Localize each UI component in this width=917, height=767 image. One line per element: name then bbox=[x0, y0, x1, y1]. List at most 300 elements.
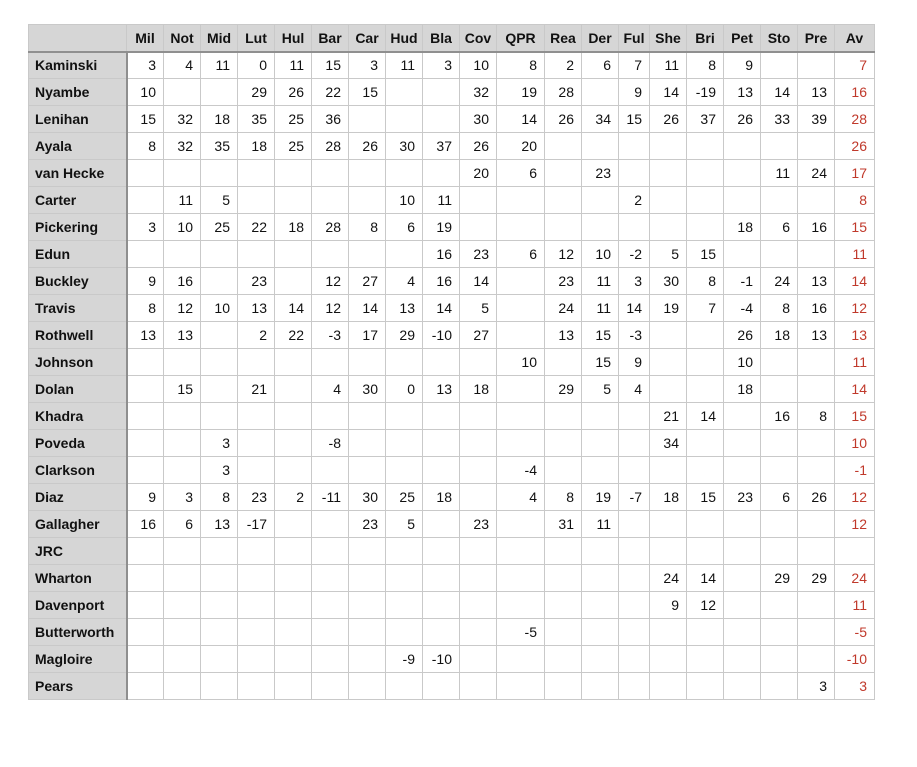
score-cell bbox=[687, 376, 724, 403]
score-cell bbox=[650, 349, 687, 376]
score-cell bbox=[582, 565, 619, 592]
score-cell: 6 bbox=[582, 52, 619, 79]
score-cell: 28 bbox=[545, 79, 582, 106]
row-label: Pickering bbox=[29, 214, 127, 241]
score-cell bbox=[619, 565, 650, 592]
score-cell: 13 bbox=[423, 376, 460, 403]
score-cell: 3 bbox=[127, 214, 164, 241]
score-cell: 7 bbox=[687, 295, 724, 322]
score-cell: 24 bbox=[545, 295, 582, 322]
average-cell: 16 bbox=[835, 79, 875, 106]
column-header-bla: Bla bbox=[423, 25, 460, 52]
score-cell: 13 bbox=[386, 295, 423, 322]
score-cell bbox=[164, 592, 201, 619]
score-cell: 9 bbox=[724, 52, 761, 79]
score-cell bbox=[349, 430, 386, 457]
table-row bbox=[29, 673, 875, 700]
score-cell bbox=[127, 646, 164, 673]
table-row bbox=[29, 565, 875, 592]
score-cell: 28 bbox=[312, 214, 349, 241]
score-cell bbox=[127, 187, 164, 214]
score-cell: 30 bbox=[650, 268, 687, 295]
score-cell bbox=[650, 673, 687, 700]
score-cell bbox=[798, 457, 835, 484]
score-cell: 29 bbox=[238, 79, 275, 106]
score-cell: 11 bbox=[386, 52, 423, 79]
score-cell bbox=[582, 214, 619, 241]
row-label: Davenport bbox=[29, 592, 127, 619]
score-cell: 30 bbox=[349, 484, 386, 511]
column-header-car: Car bbox=[349, 25, 386, 52]
score-cell bbox=[619, 673, 650, 700]
score-cell bbox=[687, 646, 724, 673]
score-cell bbox=[650, 457, 687, 484]
score-cell: 15 bbox=[127, 106, 164, 133]
score-cell: 13 bbox=[798, 79, 835, 106]
score-cell bbox=[238, 538, 275, 565]
column-header-hul: Hul bbox=[275, 25, 312, 52]
score-cell bbox=[275, 619, 312, 646]
score-cell: 12 bbox=[687, 592, 724, 619]
score-cell bbox=[275, 376, 312, 403]
score-cell bbox=[312, 457, 349, 484]
average-cell: 12 bbox=[835, 295, 875, 322]
score-cell bbox=[761, 52, 798, 79]
score-cell: 15 bbox=[582, 349, 619, 376]
score-cell bbox=[275, 538, 312, 565]
score-cell: 26 bbox=[545, 106, 582, 133]
table-row bbox=[29, 295, 875, 322]
score-cell: 2 bbox=[619, 187, 650, 214]
score-cell bbox=[460, 484, 497, 511]
score-cell bbox=[545, 403, 582, 430]
score-cell: 18 bbox=[460, 376, 497, 403]
score-cell bbox=[761, 241, 798, 268]
score-cell bbox=[761, 673, 798, 700]
score-cell bbox=[238, 646, 275, 673]
score-cell: 29 bbox=[761, 565, 798, 592]
score-cell: 21 bbox=[650, 403, 687, 430]
column-header-not: Not bbox=[164, 25, 201, 52]
score-cell bbox=[312, 511, 349, 538]
score-cell bbox=[312, 403, 349, 430]
score-cell bbox=[619, 457, 650, 484]
score-cell: 21 bbox=[238, 376, 275, 403]
score-cell bbox=[798, 538, 835, 565]
score-cell: 5 bbox=[582, 376, 619, 403]
score-cell: 4 bbox=[164, 52, 201, 79]
score-cell bbox=[127, 565, 164, 592]
column-header-she: She bbox=[650, 25, 687, 52]
average-cell: 10 bbox=[835, 430, 875, 457]
score-cell: 32 bbox=[460, 79, 497, 106]
score-cell bbox=[798, 133, 835, 160]
score-cell: 6 bbox=[386, 214, 423, 241]
column-header-qpr: QPR bbox=[497, 25, 545, 52]
score-cell: 15 bbox=[582, 322, 619, 349]
score-cell bbox=[798, 511, 835, 538]
table-row bbox=[29, 349, 875, 376]
score-cell bbox=[650, 214, 687, 241]
table-row bbox=[29, 619, 875, 646]
score-cell bbox=[349, 619, 386, 646]
score-cell bbox=[497, 322, 545, 349]
score-cell: 7 bbox=[619, 52, 650, 79]
score-cell bbox=[275, 673, 312, 700]
score-cell bbox=[460, 565, 497, 592]
score-cell bbox=[386, 160, 423, 187]
score-cell: 6 bbox=[497, 241, 545, 268]
score-cell bbox=[312, 349, 349, 376]
score-cell bbox=[460, 349, 497, 376]
score-cell bbox=[545, 538, 582, 565]
score-cell: 10 bbox=[127, 79, 164, 106]
score-cell bbox=[238, 403, 275, 430]
table-row bbox=[29, 511, 875, 538]
score-cell bbox=[497, 646, 545, 673]
spreadsheet bbox=[28, 24, 875, 700]
score-cell bbox=[423, 349, 460, 376]
score-cell bbox=[238, 430, 275, 457]
score-cell bbox=[724, 565, 761, 592]
score-cell: 10 bbox=[724, 349, 761, 376]
score-cell bbox=[349, 160, 386, 187]
score-cell bbox=[497, 268, 545, 295]
score-cell bbox=[349, 187, 386, 214]
average-cell bbox=[835, 538, 875, 565]
score-cell bbox=[545, 565, 582, 592]
score-cell bbox=[275, 187, 312, 214]
score-cell: 19 bbox=[582, 484, 619, 511]
score-cell: 25 bbox=[275, 133, 312, 160]
score-cell: 32 bbox=[164, 106, 201, 133]
row-label: Ayala bbox=[29, 133, 127, 160]
score-cell bbox=[164, 160, 201, 187]
average-cell: 14 bbox=[835, 268, 875, 295]
score-cell: 13 bbox=[798, 268, 835, 295]
score-cell bbox=[164, 646, 201, 673]
score-cell: 17 bbox=[349, 322, 386, 349]
score-cell bbox=[127, 673, 164, 700]
score-cell bbox=[545, 214, 582, 241]
score-cell: -4 bbox=[497, 457, 545, 484]
score-cell bbox=[724, 511, 761, 538]
score-cell bbox=[497, 403, 545, 430]
score-cell: 29 bbox=[798, 565, 835, 592]
row-label: Diaz bbox=[29, 484, 127, 511]
score-cell bbox=[724, 160, 761, 187]
score-cell bbox=[275, 349, 312, 376]
row-label: Khadra bbox=[29, 403, 127, 430]
score-cell bbox=[164, 457, 201, 484]
average-cell: 3 bbox=[835, 673, 875, 700]
score-cell bbox=[687, 214, 724, 241]
score-cell: 15 bbox=[312, 52, 349, 79]
score-cell bbox=[497, 187, 545, 214]
score-cell: 9 bbox=[127, 268, 164, 295]
score-cell bbox=[201, 241, 238, 268]
score-cell bbox=[201, 160, 238, 187]
score-cell bbox=[687, 430, 724, 457]
score-cell bbox=[386, 430, 423, 457]
score-cell bbox=[275, 511, 312, 538]
header-row bbox=[29, 25, 875, 52]
score-cell bbox=[386, 592, 423, 619]
score-cell: 3 bbox=[619, 268, 650, 295]
score-cell bbox=[238, 565, 275, 592]
score-cell bbox=[724, 538, 761, 565]
score-cell bbox=[497, 511, 545, 538]
score-cell bbox=[423, 565, 460, 592]
score-cell: 16 bbox=[164, 268, 201, 295]
score-cell: 35 bbox=[238, 106, 275, 133]
score-cell: 10 bbox=[386, 187, 423, 214]
table-row bbox=[29, 214, 875, 241]
average-cell: 26 bbox=[835, 133, 875, 160]
score-cell bbox=[127, 241, 164, 268]
score-cell: 8 bbox=[687, 52, 724, 79]
score-cell bbox=[798, 349, 835, 376]
score-cell: 34 bbox=[650, 430, 687, 457]
score-cell: 14 bbox=[497, 106, 545, 133]
score-cell: 23 bbox=[545, 268, 582, 295]
score-cell bbox=[127, 592, 164, 619]
score-cell bbox=[423, 619, 460, 646]
table-row bbox=[29, 322, 875, 349]
score-cell: 6 bbox=[761, 214, 798, 241]
score-cell bbox=[761, 376, 798, 403]
score-cell bbox=[386, 565, 423, 592]
score-cell bbox=[619, 538, 650, 565]
score-cell: 11 bbox=[650, 52, 687, 79]
score-cell bbox=[798, 187, 835, 214]
row-label: Lenihan bbox=[29, 106, 127, 133]
score-cell bbox=[127, 619, 164, 646]
column-header-bar: Bar bbox=[312, 25, 349, 52]
score-cell: -7 bbox=[619, 484, 650, 511]
score-cell: 22 bbox=[238, 214, 275, 241]
score-cell bbox=[164, 673, 201, 700]
score-cell bbox=[761, 133, 798, 160]
score-cell bbox=[312, 646, 349, 673]
score-cell: -19 bbox=[687, 79, 724, 106]
average-cell: 28 bbox=[835, 106, 875, 133]
score-cell: 3 bbox=[127, 52, 164, 79]
score-cell: 14 bbox=[687, 403, 724, 430]
score-cell bbox=[545, 457, 582, 484]
score-cell: 8 bbox=[798, 403, 835, 430]
row-label: Gallagher bbox=[29, 511, 127, 538]
row-label: Kaminski bbox=[29, 52, 127, 79]
score-cell: 18 bbox=[238, 133, 275, 160]
score-cell: 3 bbox=[798, 673, 835, 700]
score-cell: 32 bbox=[164, 133, 201, 160]
row-label: JRC bbox=[29, 538, 127, 565]
table-row bbox=[29, 106, 875, 133]
score-cell bbox=[761, 349, 798, 376]
score-cell: 20 bbox=[460, 160, 497, 187]
score-cell: -10 bbox=[423, 322, 460, 349]
score-cell bbox=[619, 160, 650, 187]
row-label: Rothwell bbox=[29, 322, 127, 349]
average-cell: 15 bbox=[835, 214, 875, 241]
score-cell: 15 bbox=[687, 241, 724, 268]
score-cell bbox=[724, 133, 761, 160]
score-cell bbox=[238, 160, 275, 187]
score-cell: 0 bbox=[386, 376, 423, 403]
score-cell: 10 bbox=[497, 349, 545, 376]
score-cell bbox=[127, 403, 164, 430]
corner-cell bbox=[29, 25, 127, 52]
column-header-sto: Sto bbox=[761, 25, 798, 52]
score-cell: 23 bbox=[460, 511, 497, 538]
score-cell: 37 bbox=[423, 133, 460, 160]
score-cell: 2 bbox=[545, 52, 582, 79]
column-header-ful: Ful bbox=[619, 25, 650, 52]
score-cell: 11 bbox=[761, 160, 798, 187]
table-row bbox=[29, 79, 875, 106]
table-row bbox=[29, 646, 875, 673]
score-cell bbox=[275, 160, 312, 187]
score-cell bbox=[650, 538, 687, 565]
score-cell bbox=[545, 187, 582, 214]
score-cell bbox=[423, 592, 460, 619]
table-row bbox=[29, 430, 875, 457]
score-cell bbox=[423, 160, 460, 187]
score-cell: 3 bbox=[349, 52, 386, 79]
column-header-cov: Cov bbox=[460, 25, 497, 52]
row-label: Dolan bbox=[29, 376, 127, 403]
score-cell: -3 bbox=[619, 322, 650, 349]
table-row bbox=[29, 187, 875, 214]
score-cell bbox=[349, 592, 386, 619]
score-cell bbox=[423, 79, 460, 106]
score-cell bbox=[238, 592, 275, 619]
score-cell: 35 bbox=[201, 133, 238, 160]
score-cell bbox=[386, 349, 423, 376]
score-cell bbox=[761, 511, 798, 538]
score-cell: 13 bbox=[724, 79, 761, 106]
score-cell bbox=[687, 457, 724, 484]
score-cell bbox=[164, 241, 201, 268]
score-cell bbox=[386, 457, 423, 484]
score-table bbox=[28, 24, 875, 700]
score-cell: 3 bbox=[201, 430, 238, 457]
table-row bbox=[29, 160, 875, 187]
score-cell: -11 bbox=[312, 484, 349, 511]
score-cell: 8 bbox=[761, 295, 798, 322]
score-cell: 18 bbox=[275, 214, 312, 241]
column-header-bri: Bri bbox=[687, 25, 724, 52]
score-cell: 10 bbox=[582, 241, 619, 268]
score-cell: 14 bbox=[460, 268, 497, 295]
score-cell bbox=[650, 322, 687, 349]
column-header-av: Av bbox=[835, 25, 875, 52]
score-cell bbox=[687, 673, 724, 700]
row-label: Magloire bbox=[29, 646, 127, 673]
score-cell: 26 bbox=[275, 79, 312, 106]
score-cell bbox=[460, 538, 497, 565]
score-cell bbox=[349, 565, 386, 592]
score-cell bbox=[619, 511, 650, 538]
score-cell bbox=[460, 619, 497, 646]
score-cell: 16 bbox=[127, 511, 164, 538]
score-cell bbox=[545, 673, 582, 700]
score-cell: 5 bbox=[201, 187, 238, 214]
score-cell bbox=[650, 160, 687, 187]
score-cell bbox=[798, 52, 835, 79]
score-cell bbox=[127, 538, 164, 565]
score-cell: -1 bbox=[724, 268, 761, 295]
score-cell bbox=[386, 538, 423, 565]
score-cell bbox=[460, 457, 497, 484]
score-cell: 26 bbox=[724, 106, 761, 133]
score-cell bbox=[619, 214, 650, 241]
score-cell bbox=[497, 376, 545, 403]
score-cell: 13 bbox=[238, 295, 275, 322]
average-cell: 13 bbox=[835, 322, 875, 349]
column-header-mil: Mil bbox=[127, 25, 164, 52]
score-cell bbox=[619, 619, 650, 646]
score-cell: 26 bbox=[349, 133, 386, 160]
score-cell bbox=[312, 619, 349, 646]
score-cell: 18 bbox=[724, 214, 761, 241]
score-cell: 0 bbox=[238, 52, 275, 79]
score-cell bbox=[650, 133, 687, 160]
score-cell: 12 bbox=[164, 295, 201, 322]
score-cell bbox=[275, 646, 312, 673]
score-cell: 30 bbox=[349, 376, 386, 403]
score-cell bbox=[761, 457, 798, 484]
score-cell bbox=[582, 592, 619, 619]
score-cell: 37 bbox=[687, 106, 724, 133]
score-cell bbox=[545, 133, 582, 160]
score-cell bbox=[349, 241, 386, 268]
score-cell bbox=[312, 538, 349, 565]
row-label: van Hecke bbox=[29, 160, 127, 187]
score-cell: 27 bbox=[460, 322, 497, 349]
score-cell bbox=[312, 160, 349, 187]
score-cell: 15 bbox=[349, 79, 386, 106]
score-cell bbox=[582, 457, 619, 484]
score-cell: 4 bbox=[497, 484, 545, 511]
score-cell: 31 bbox=[545, 511, 582, 538]
score-cell bbox=[386, 106, 423, 133]
score-cell bbox=[619, 430, 650, 457]
score-cell: 18 bbox=[761, 322, 798, 349]
score-cell bbox=[423, 403, 460, 430]
score-cell: 22 bbox=[275, 322, 312, 349]
score-cell bbox=[460, 187, 497, 214]
score-cell bbox=[275, 592, 312, 619]
score-cell bbox=[687, 349, 724, 376]
row-label: Johnson bbox=[29, 349, 127, 376]
score-cell bbox=[582, 673, 619, 700]
score-cell bbox=[127, 376, 164, 403]
score-cell: 16 bbox=[423, 241, 460, 268]
score-cell: 4 bbox=[312, 376, 349, 403]
column-header-der: Der bbox=[582, 25, 619, 52]
table-row bbox=[29, 403, 875, 430]
score-cell: 12 bbox=[312, 268, 349, 295]
score-cell: 24 bbox=[650, 565, 687, 592]
score-cell bbox=[798, 241, 835, 268]
score-cell bbox=[724, 187, 761, 214]
score-cell bbox=[497, 295, 545, 322]
score-cell bbox=[164, 538, 201, 565]
score-cell: 6 bbox=[164, 511, 201, 538]
average-cell: 12 bbox=[835, 484, 875, 511]
